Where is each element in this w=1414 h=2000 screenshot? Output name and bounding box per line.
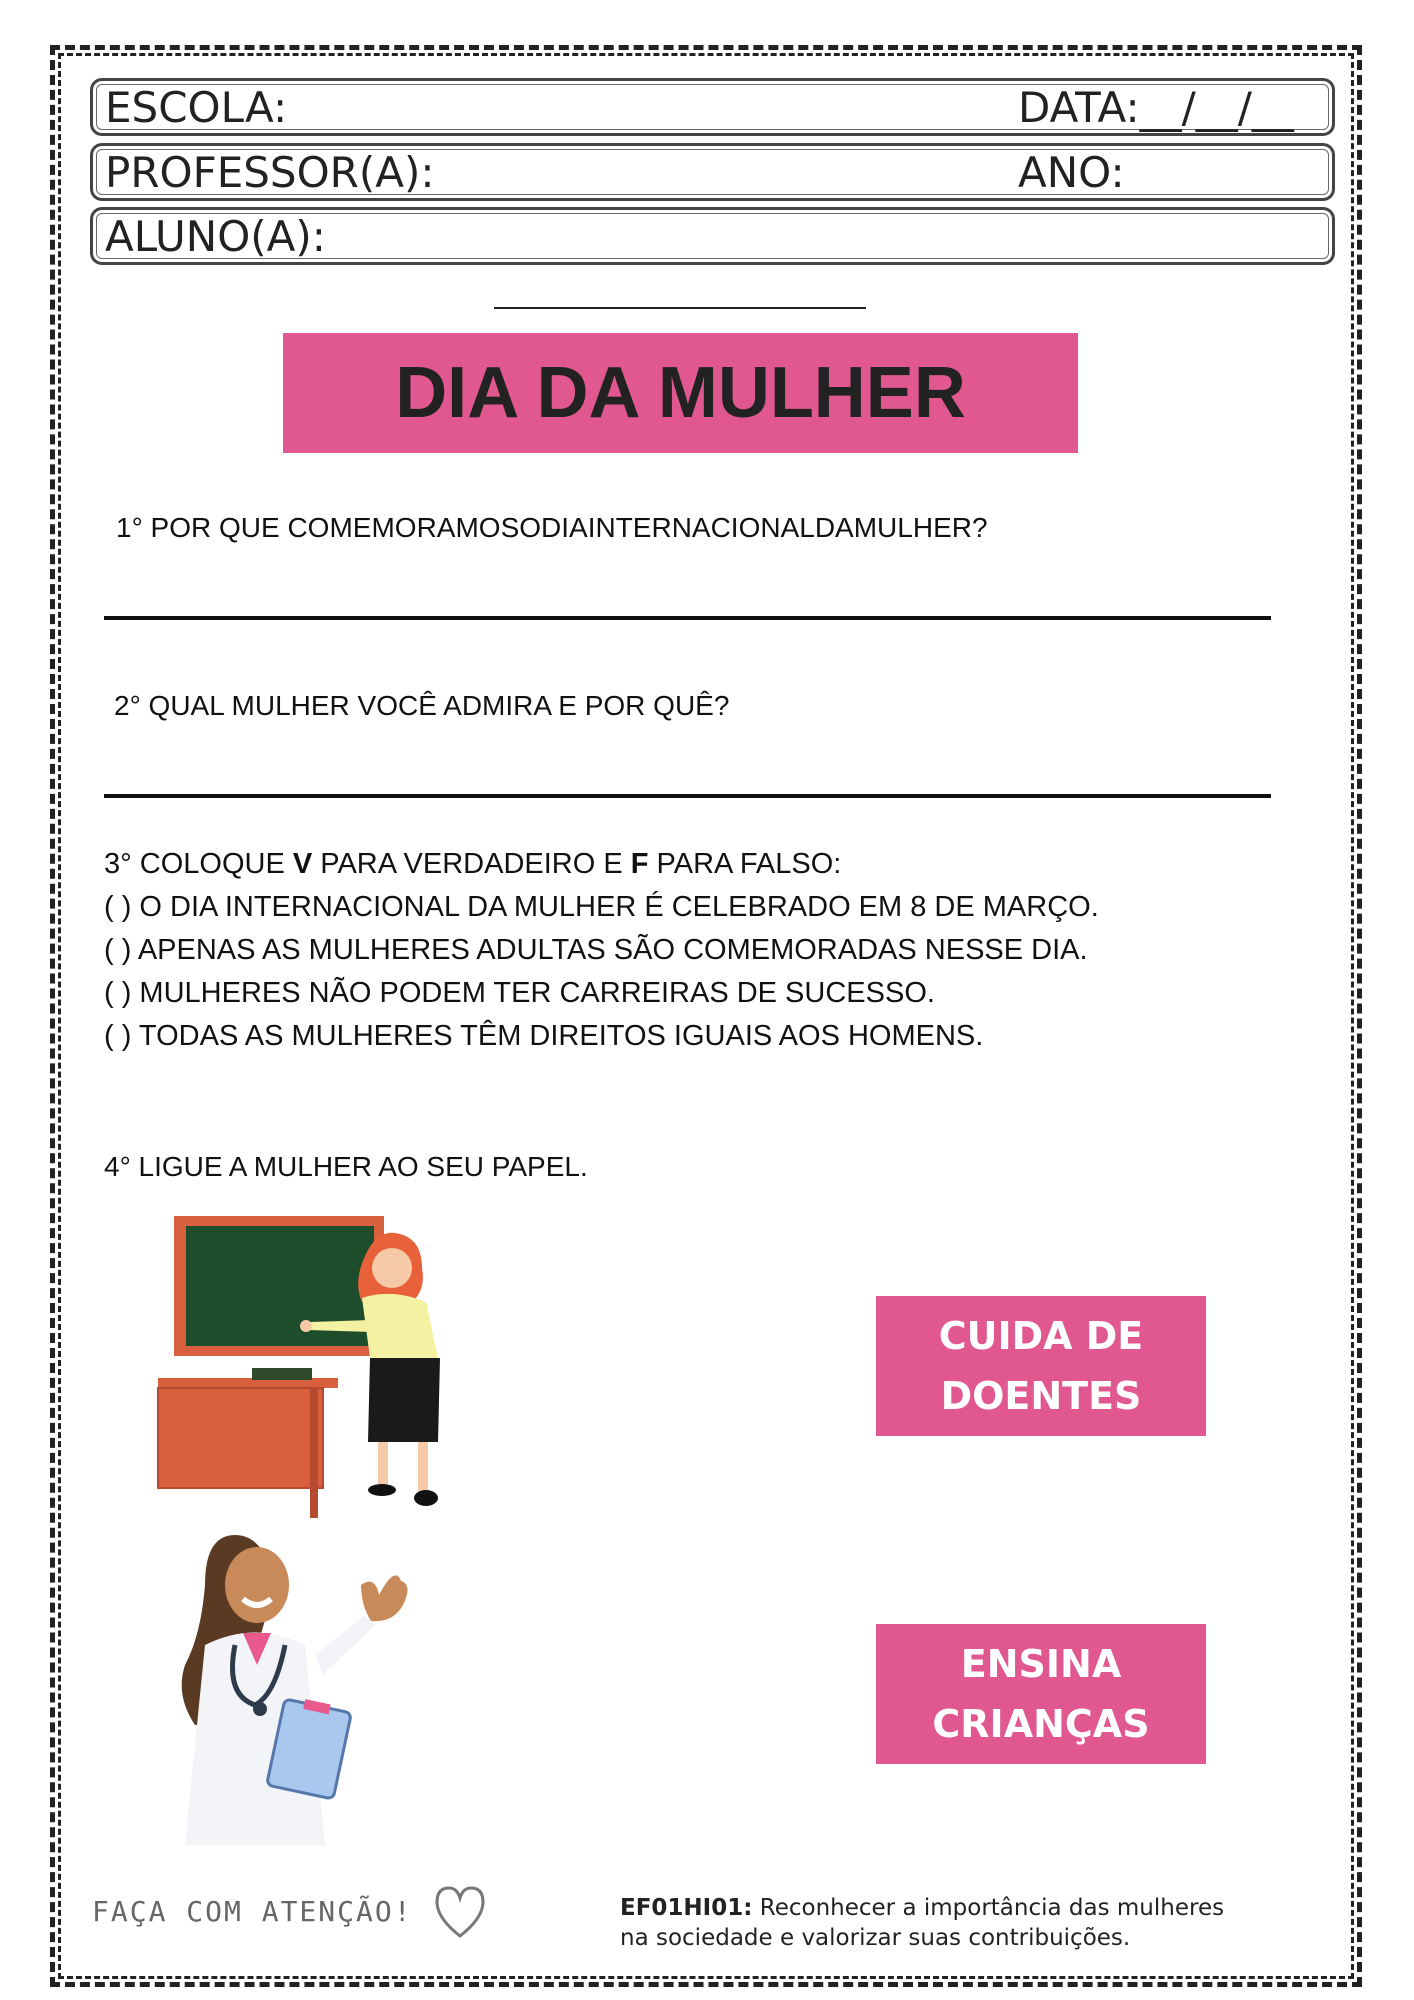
header-row-escola [90, 78, 1335, 136]
q3-middle: PARA VERDADEIRO E [312, 848, 631, 880]
role2-line1: ENSINA [960, 1642, 1122, 1686]
divider-rule [494, 307, 866, 309]
tf-item-3: ( ) MULHERES NÃO PODEM TER CARREIRAS DE SUCESSO. [104, 977, 935, 1009]
q3-v: V [292, 848, 313, 880]
question-1: 1° POR QUE COMEMORAMOSODIAINTERNACIONALDAMULHER? [116, 512, 988, 543]
q3-prefix: 3° COLOQUE [104, 848, 293, 880]
book-stack-icon [252, 1368, 312, 1380]
teacher-blouse [362, 1294, 438, 1358]
q3-suffix: PARA FALSO: [648, 848, 842, 880]
footer-note [92, 1884, 487, 1942]
footer-note-text: FAÇA COM ATENÇÃO! [92, 1895, 413, 1928]
role-box-cuida-de-doentes[interactable] [876, 1296, 1206, 1436]
teacher-skirt [368, 1358, 440, 1442]
bncc-text-line2: na sociedade e valorizar suas contribuições. [620, 1925, 1131, 1951]
teacher-illustration [150, 1210, 460, 1520]
answer-line-2 [104, 794, 1271, 798]
question-3 [104, 848, 841, 881]
role2-line2: CRIANÇAS [932, 1702, 1150, 1746]
professor-label: PROFESSOR(A): [105, 148, 435, 197]
question-4: 4° LIGUE A MULHER AO SEU PAPEL. [104, 1151, 588, 1182]
data-label: DATA:__/__/__ [1018, 83, 1294, 132]
role1-line2: DOENTES [940, 1374, 1142, 1418]
bncc-objective [620, 1893, 1260, 1953]
waving-hand-icon [361, 1575, 408, 1621]
bncc-code: EF01HI01: [620, 1895, 753, 1921]
ano-label: ANO: [1018, 148, 1125, 197]
doctor-face [225, 1547, 289, 1623]
doctor-illustration [165, 1525, 435, 1845]
teacher-face [372, 1248, 412, 1288]
bncc-text-line1: Reconhecer a importância das mulheres [752, 1895, 1225, 1921]
escola-label: ESCOLA: [105, 83, 288, 132]
tf-item-2: ( ) APENAS AS MULHERES ADULTAS SÃO COMEMORADAS NESSE DIA. [104, 934, 1088, 966]
role1-line1: CUIDA DE [938, 1314, 1144, 1358]
header-row-professor [90, 143, 1335, 201]
desk-icon [158, 1388, 323, 1488]
answer-line-1 [104, 616, 1271, 620]
tf-item-4: ( ) TODAS AS MULHERES TÊM DIREITOS IGUAIS AOS HOMENS. [104, 1020, 984, 1052]
q3-f: F [630, 848, 649, 880]
aluno-label: ALUNO(A): [105, 212, 326, 261]
question-2: 2° QUAL MULHER VOCÊ ADMIRA E POR QUÊ? [114, 690, 730, 721]
role-box-ensina-criancas[interactable] [876, 1624, 1206, 1764]
page-title: DIA DA MULHER [283, 333, 1078, 453]
header-row-aluno [90, 207, 1335, 265]
tf-item-1: ( ) O DIA INTERNACIONAL DA MULHER É CELEBRADO EM 8 DE MARÇO. [104, 891, 1099, 923]
heart-icon [433, 1884, 487, 1942]
